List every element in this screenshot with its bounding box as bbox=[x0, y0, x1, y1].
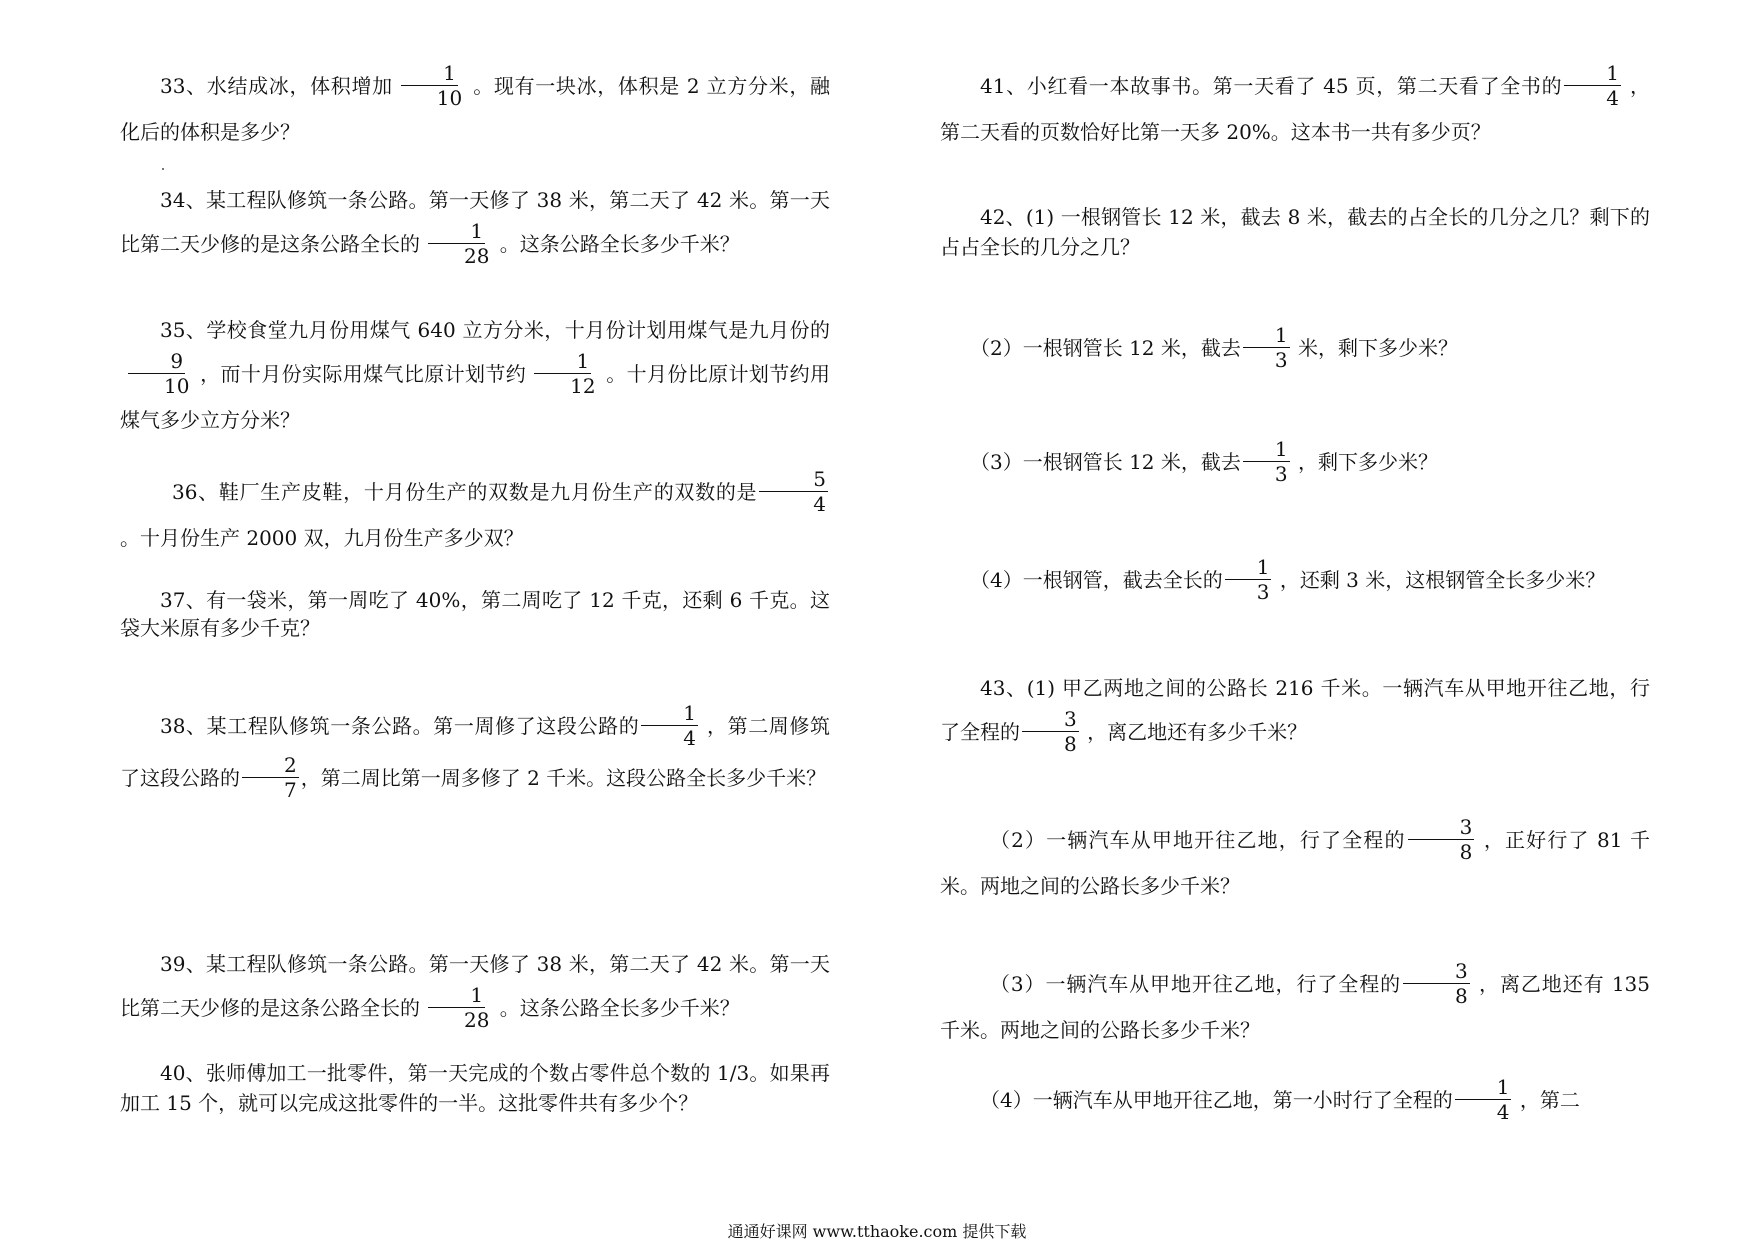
question-34: 34、某工程队修筑一条公路。第一天修了 38 米，第二天了 42 米。第一天比第二天少修的是这条公路全长的 $\frac{1}{28}$ 。这条公路全长多少千米？ bbox=[120, 188, 830, 268]
fraction: $\frac{5}{4}$ bbox=[759, 469, 828, 514]
question-40: 40、张师傅加工一批零件，第一天完成的个数占零件总个数的 1/3。如果再加工 15 个，就可以完成这批零件的一半。这批零件共有多少个？ bbox=[120, 1061, 830, 1115]
question-38: 38、某工程队修筑一条公路。第一周修了这段公路的 $\frac{1}{4}$ ，第二周修筑了这段公路的 $\frac{2}{7}$ ，第二周比第一周多修了 2 千米。这段公路全长多少千米？ bbox=[120, 701, 830, 802]
page-footer: 通通好课网 www.tthaoke.com 提供下载 bbox=[727, 1222, 1027, 1241]
fraction: $\frac{1}{4}$ bbox=[1455, 1077, 1512, 1122]
fraction: $\frac{1}{10}$ bbox=[395, 63, 464, 108]
question-43-part-1: 43、(1) 甲乙两地之间的公路长 216 千米。一辆汽车从甲地开往乙地，行了全程的 $\frac{3}{8}$ ，离乙地还有多少千米？ bbox=[940, 676, 1650, 756]
fraction: $\frac{1}{4}$ bbox=[1564, 63, 1621, 108]
fraction: $\frac{3}{8}$ bbox=[1403, 961, 1470, 1006]
fraction: $\frac{2}{7}$ bbox=[242, 755, 299, 800]
stray-dot bbox=[162, 168, 164, 170]
question-42-part-1: 42、(1) 一根钢管长 12 米，截去 8 米，截去的占全长的几分之几？剩下的占占全长的几分之几？ bbox=[940, 205, 1650, 259]
question-42-part-2: （2）一根钢管长 12 米，截去 $\frac{1}{3}$ 米，剩下多少米？ bbox=[970, 323, 1458, 372]
fraction: $\frac{1}{28}$ bbox=[422, 985, 491, 1030]
fraction: $\frac{1}{12}$ bbox=[528, 351, 597, 396]
question-36: 36、鞋厂生产皮鞋，十月份生产的双数是九月份生产的双数的是 $\frac{5}{4}$ 。十月份生产 2000 双，九月份生产多少双？ bbox=[120, 467, 826, 550]
fraction: $\frac{9}{10}$ bbox=[122, 351, 191, 396]
fraction: $\frac{1}{3}$ bbox=[1243, 439, 1290, 484]
question-35: 35、学校食堂九月份用煤气 640 立方分米，十月份计划用煤气是九月份的 $\frac{9}{10}$ ，而十月份实际用煤气比原计划节约 $\frac{1}{12}$ 。十月份比原计划节约用煤气多少立方分米？ bbox=[120, 318, 830, 432]
fraction: $\frac{1}{3}$ bbox=[1225, 557, 1272, 602]
fraction: $\frac{3}{8}$ bbox=[1022, 709, 1079, 754]
question-37: 37、有一袋米，第一周吃了 40%，第二周吃了 12 千克，还剩 6 千克。这袋大米原有多少千克？ bbox=[120, 588, 830, 640]
question-43-part-4: （4）一辆汽车从甲地开往乙地，第一小时行了全程的 $\frac{1}{4}$ ，第二 bbox=[980, 1075, 1580, 1124]
question-42-part-4: （4）一根钢管，截去全长的 $\frac{1}{3}$ ，还剩 3 米，这根钢管全长多少米？ bbox=[970, 555, 1606, 604]
question-39: 39、某工程队修筑一条公路。第一天修了 38 米，第二天了 42 米。第一天比第二天少修的是这条公路全长的 $\frac{1}{28}$ 。这条公路全长多少千米？ bbox=[120, 952, 830, 1032]
fraction: $\frac{1}{4}$ bbox=[641, 703, 698, 748]
question-42-part-3: （3）一根钢管长 12 米，截去 $\frac{1}{3}$ ，剩下多少米？ bbox=[970, 437, 1438, 486]
question-43-part-2: （2）一辆汽车从甲地开往乙地，行了全程的 $\frac{3}{8}$ ，正好行了 81 千米。两地之间的公路长多少千米？ bbox=[940, 815, 1650, 898]
question-41: 41、小红看一本故事书。第一天看了 45 页，第二天看了全书的 $\frac{1}{4}$ ，第二天看的页数恰好比第一天多 20%。这本书一共有多少页？ bbox=[940, 61, 1650, 144]
fraction: $\frac{1}{3}$ bbox=[1243, 325, 1290, 370]
question-33: 33、水结成冰，体积增加 $\frac{1}{10}$ 。现有一块冰，体积是 2 立方分米，融化后的体积是多少？ bbox=[120, 61, 831, 144]
question-43-part-3: （3）一辆汽车从甲地开往乙地，行了全程的 $\frac{3}{8}$ ，离乙地还有 135 千米。两地之间的公路长多少千米？ bbox=[940, 959, 1650, 1042]
fraction: $\frac{3}{8}$ bbox=[1408, 817, 1475, 862]
fraction: $\frac{1}{28}$ bbox=[422, 221, 491, 266]
